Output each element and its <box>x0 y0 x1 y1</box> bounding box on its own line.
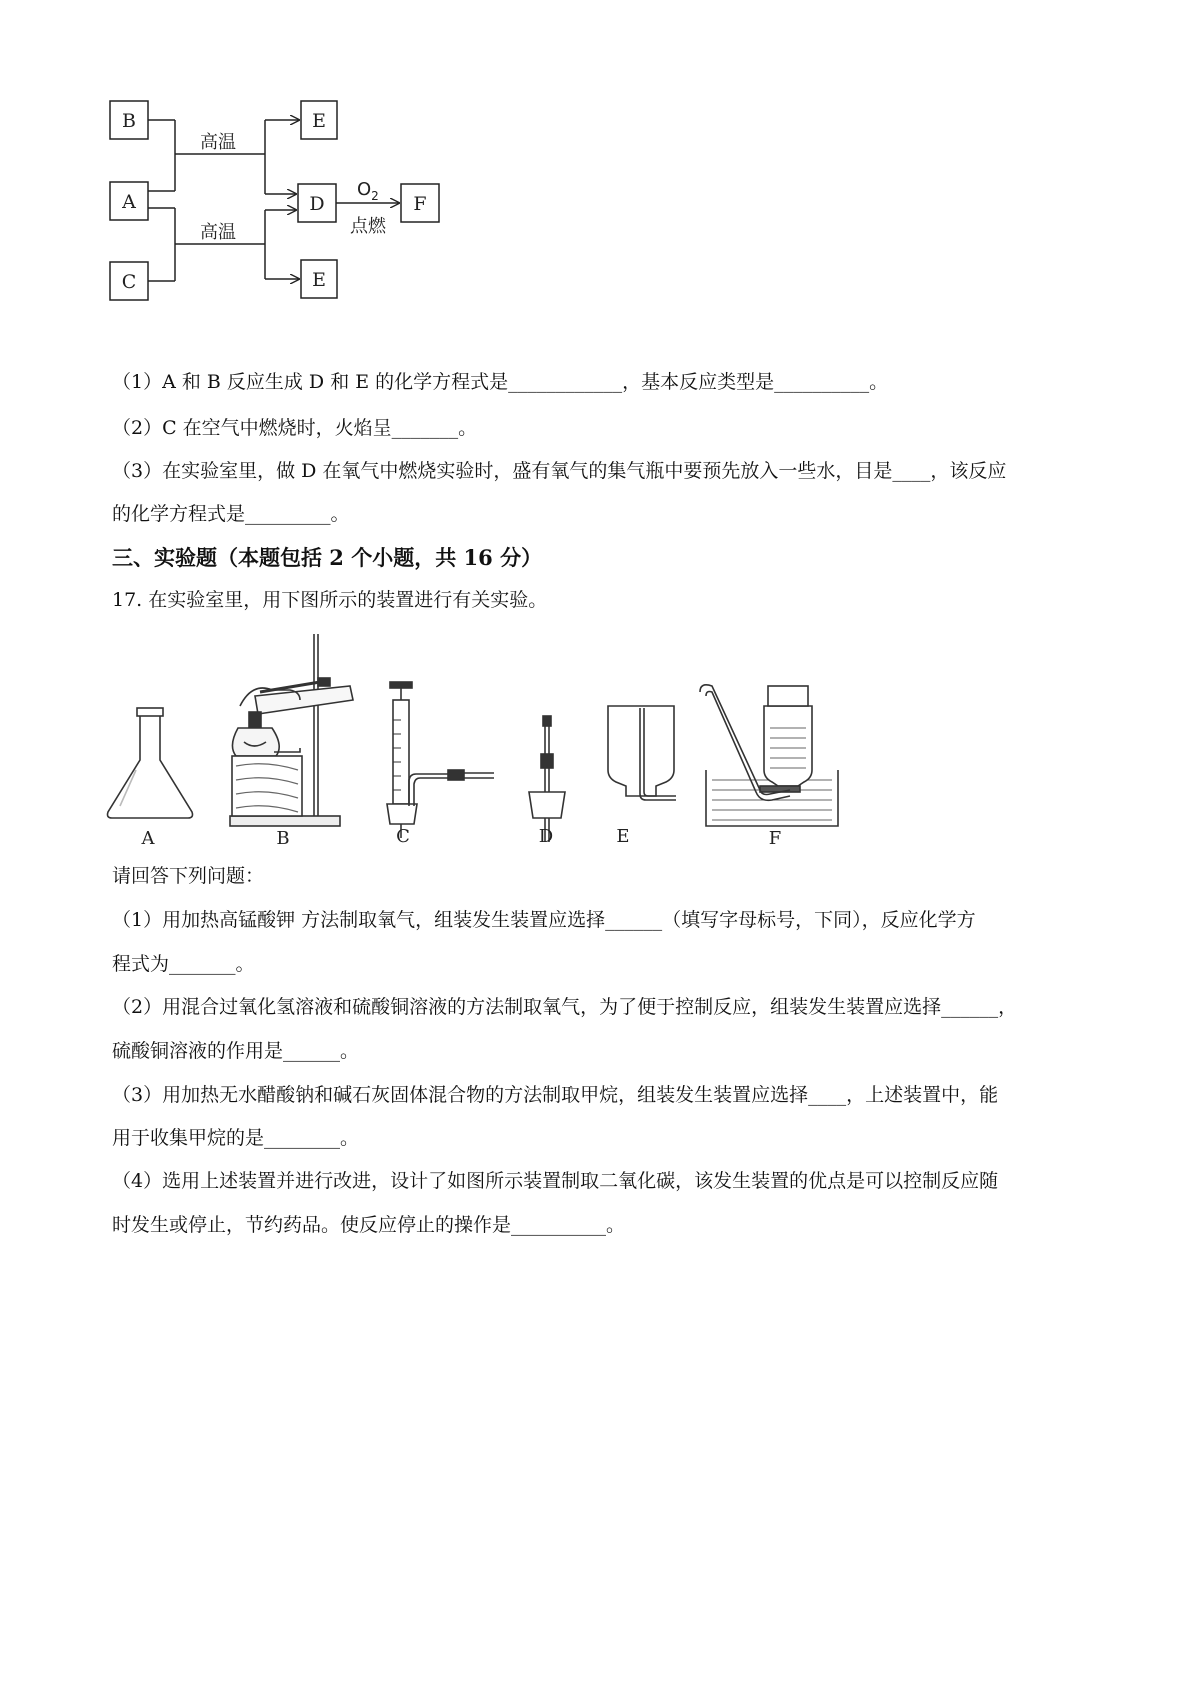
apparatus-b-heating-setup-icon <box>230 634 353 826</box>
q17-part3: （3）用加热无水醋酸钠和碱石灰固体混合物的方法制取甲烷，组装发生装置应选择____，上述装置中，能 <box>112 1084 999 1106</box>
q17-part2-cont: 硫酸铜溶液的作用是______。 <box>112 1040 360 1062</box>
apparatus-d-stopper-icon <box>529 716 565 842</box>
q17-part1-cont: 程式为_______。 <box>112 953 255 975</box>
box-c-label: C <box>121 271 137 293</box>
q17-part4: （4）选用上述装置并进行改进，设计了如图所示装置制取二氧化碳，该发生装置的优点是可以控制反应随 <box>112 1170 999 1192</box>
section-heading: 三、实验题（本题包括 2 个小题，共 16 分） <box>112 545 543 570</box>
q16-part3: （3）在实验室里，做 D 在氧气中燃烧实验时，盛有氧气的集气瓶中要预先放入一些水，目是____，该反应 <box>112 460 1007 482</box>
box-e-top-label: E <box>312 110 326 132</box>
apparatus-label-d: D <box>538 826 554 847</box>
box-b-label: B <box>122 110 136 132</box>
reagent-oxygen: $O_2$ <box>357 179 379 203</box>
q17-part2: （2）用混合过氧化氢溶液和硫酸铜溶液的方法制取氧气，为了便于控制反应，组装发生装置应选择______， <box>112 996 1018 1018</box>
apparatus-label-b: B <box>276 828 290 849</box>
box-f-label: F <box>413 193 427 215</box>
q17-prompt: 请回答下列问题： <box>112 865 265 887</box>
box-d-label: D <box>309 193 325 215</box>
q17-intro: 17. 在实验室里，用下图所示的装置进行有关实验。 <box>112 589 548 611</box>
condition-lower: 高温 <box>200 222 236 243</box>
condition-upper: 高温 <box>200 132 236 153</box>
box-a-label: A <box>122 191 136 213</box>
q17-part1: （1）用加热高锰酸钾 方法制取氧气，组装发生装置应选择______（填写字母标号，下同），反应化学方 <box>112 909 976 931</box>
apparatus-c-syringe-icon <box>387 682 494 838</box>
reaction-flow-diagram <box>0 0 1200 340</box>
apparatus-label-f: F <box>768 828 782 849</box>
apparatus-label-a: A <box>141 828 155 849</box>
q17-part4-cont: 时发生或停止，节约药品。使反应停止的操作是__________。 <box>112 1214 626 1236</box>
q16-part2: （2）C 在空气中燃烧时，火焰呈_______。 <box>112 417 478 439</box>
q16-part3-cont: 的化学方程式是_________。 <box>112 503 350 525</box>
apparatus-label-c: C <box>396 826 410 847</box>
apparatus-f-water-trough-icon <box>700 685 838 826</box>
q17-part3-cont: 用于收集甲烷的是________。 <box>112 1127 360 1149</box>
apparatus-label-e: E <box>616 826 630 847</box>
condition-burn: 点燃 <box>350 216 386 237</box>
apparatus-figure <box>0 620 1200 880</box>
box-e-bottom-label: E <box>312 269 326 291</box>
q16-part1: （1）A 和 B 反应生成 D 和 E 的化学方程式是____________，基本反应类型是__________。 <box>112 371 889 393</box>
apparatus-a-flask-icon <box>108 708 193 818</box>
apparatus-e-gas-bottle-icon <box>608 706 676 800</box>
